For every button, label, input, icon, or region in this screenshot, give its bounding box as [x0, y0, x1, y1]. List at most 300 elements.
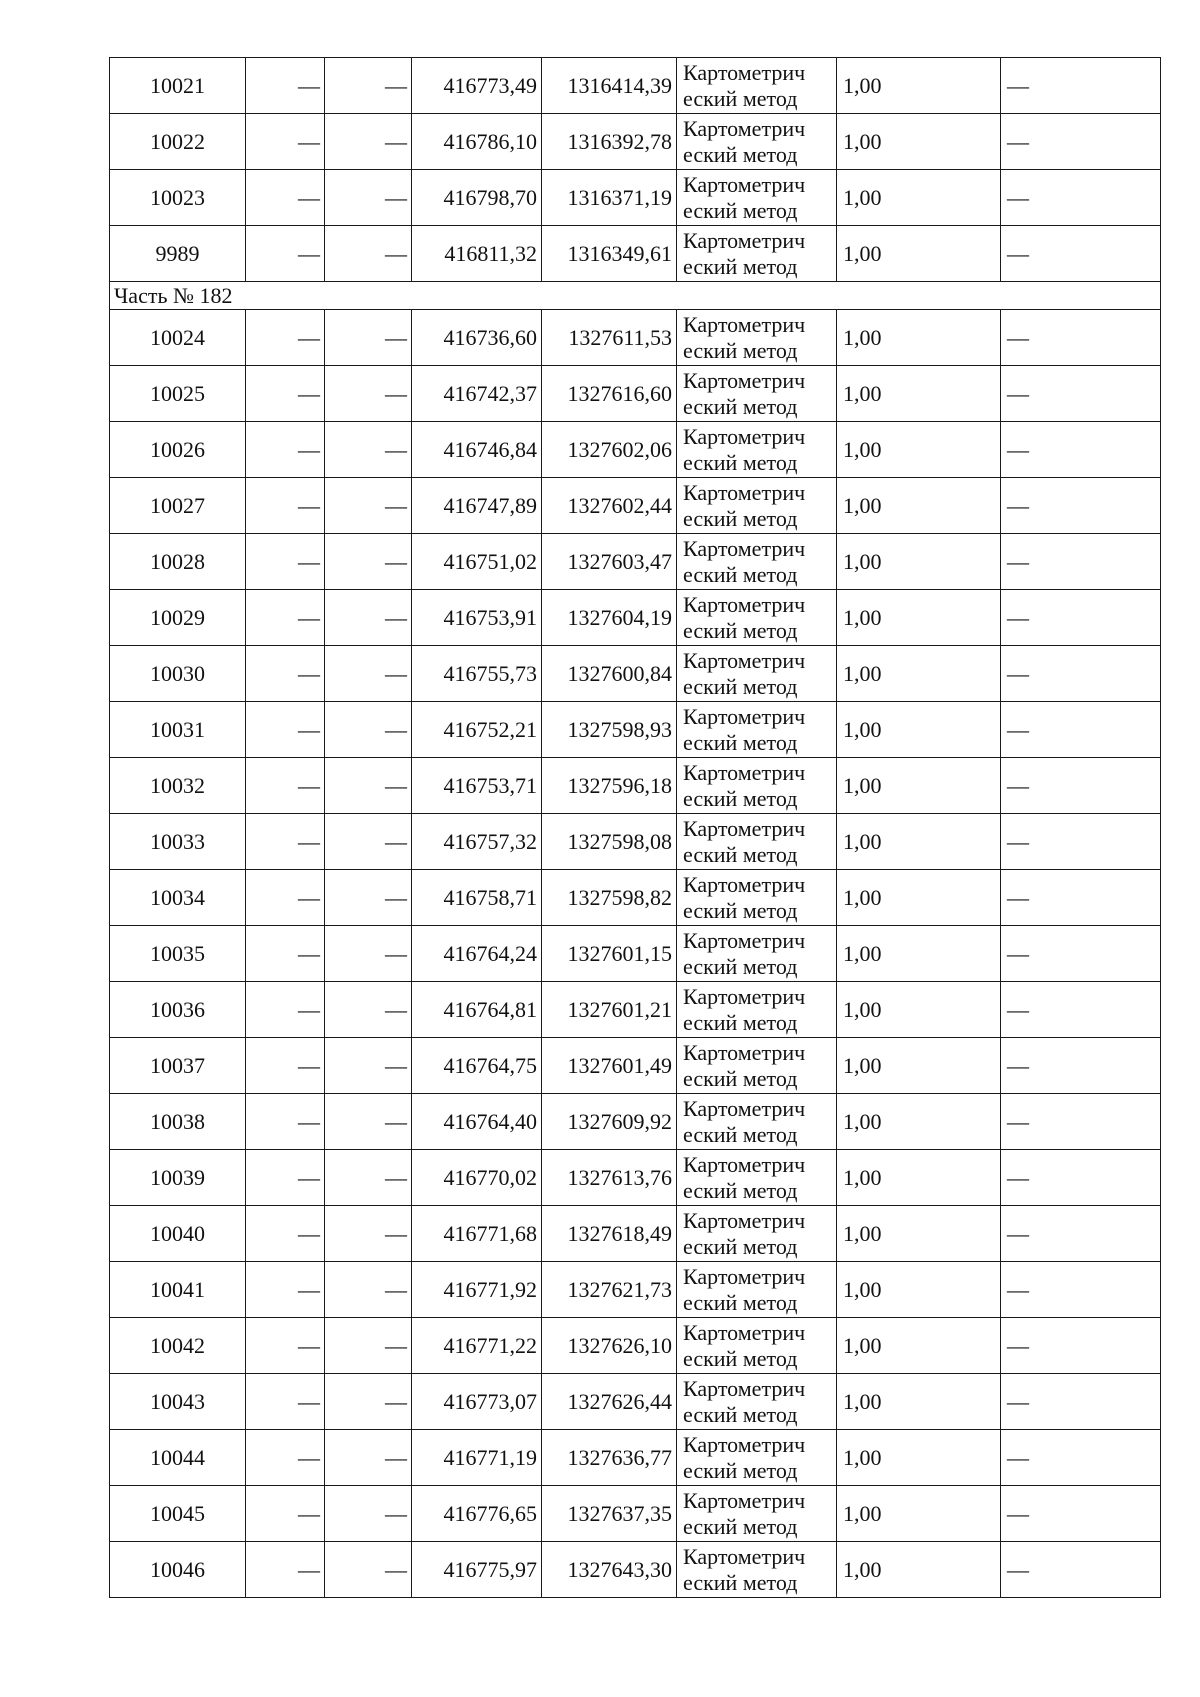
accuracy-cell: 1,00: [837, 114, 1001, 170]
method-line-2: еский метод: [683, 561, 798, 587]
accuracy-cell: 1,00: [837, 1318, 1001, 1374]
table-row: [110, 422, 1161, 478]
accuracy-cell: 1,00: [837, 1150, 1001, 1206]
x-coordinate-cell: 416773,49: [412, 58, 542, 114]
x-coordinate-cell: 416771,68: [412, 1206, 542, 1262]
col8-cell: —: [1001, 702, 1161, 758]
y-coordinate-cell: 1327601,21: [542, 982, 677, 1038]
x-coordinate-cell: 416764,24: [412, 926, 542, 982]
y-coordinate-cell: 1327600,84: [542, 646, 677, 702]
accuracy-cell: 1,00: [837, 170, 1001, 226]
col3-cell: —: [325, 58, 412, 114]
y-coordinate-cell: 1327616,60: [542, 366, 677, 422]
col3-cell: —: [325, 982, 412, 1038]
method-line-2: еский метод: [683, 337, 798, 363]
method-line-2: еский метод: [683, 1569, 798, 1595]
x-coordinate-cell: 416764,40: [412, 1094, 542, 1150]
x-coordinate-cell: 416771,92: [412, 1262, 542, 1318]
col3-cell: —: [325, 170, 412, 226]
col2-cell: —: [246, 1486, 325, 1542]
coordinates-table: [109, 57, 1161, 1598]
col2-cell: —: [246, 982, 325, 1038]
point-number-cell: 10023: [110, 170, 246, 226]
point-number-cell: 10034: [110, 870, 246, 926]
col8-cell: —: [1001, 478, 1161, 534]
col2-cell: —: [246, 1430, 325, 1486]
point-number-cell: 10025: [110, 366, 246, 422]
col3-cell: —: [325, 422, 412, 478]
accuracy-cell: 1,00: [837, 1262, 1001, 1318]
col2-cell: —: [246, 366, 325, 422]
method-line-1: Картометрич: [683, 871, 806, 897]
method-cell: [677, 1542, 837, 1598]
y-coordinate-cell: 1327598,93: [542, 702, 677, 758]
col3-cell: —: [325, 646, 412, 702]
col8-cell: —: [1001, 58, 1161, 114]
method-line-1: Картометрич: [683, 1543, 806, 1569]
table-row: [110, 170, 1161, 226]
accuracy-cell: 1,00: [837, 870, 1001, 926]
col2-cell: —: [246, 226, 325, 282]
table-row: [110, 534, 1161, 590]
method-cell: [677, 1094, 837, 1150]
x-coordinate-cell: 416742,37: [412, 366, 542, 422]
method-line-2: еский метод: [683, 1401, 798, 1427]
col2-cell: —: [246, 814, 325, 870]
point-number-cell: 10029: [110, 590, 246, 646]
x-coordinate-cell: 416736,60: [412, 310, 542, 366]
y-coordinate-cell: 1327602,44: [542, 478, 677, 534]
col8-cell: —: [1001, 1038, 1161, 1094]
table-row: [110, 1318, 1161, 1374]
col8-cell: —: [1001, 926, 1161, 982]
x-coordinate-cell: 416746,84: [412, 422, 542, 478]
col2-cell: —: [246, 1374, 325, 1430]
method-cell: [677, 478, 837, 534]
col2-cell: —: [246, 310, 325, 366]
y-coordinate-cell: 1316392,78: [542, 114, 677, 170]
point-number-cell: 10031: [110, 702, 246, 758]
method-line-1: Картометрич: [683, 759, 806, 785]
point-number-cell: 10036: [110, 982, 246, 1038]
col2-cell: —: [246, 758, 325, 814]
col3-cell: —: [325, 1374, 412, 1430]
method-line-1: Картометрич: [683, 479, 806, 505]
y-coordinate-cell: 1316371,19: [542, 170, 677, 226]
col8-cell: —: [1001, 1150, 1161, 1206]
table-row: [110, 1486, 1161, 1542]
accuracy-cell: 1,00: [837, 422, 1001, 478]
col8-cell: —: [1001, 1542, 1161, 1598]
y-coordinate-cell: 1327598,08: [542, 814, 677, 870]
y-coordinate-cell: 1327603,47: [542, 534, 677, 590]
point-number-cell: 9989: [110, 226, 246, 282]
table-row: [110, 926, 1161, 982]
table-row: [110, 1150, 1161, 1206]
col2-cell: —: [246, 1262, 325, 1318]
x-coordinate-cell: 416758,71: [412, 870, 542, 926]
section-label: Часть № 182: [110, 282, 1161, 310]
col2-cell: —: [246, 534, 325, 590]
method-cell: [677, 1150, 837, 1206]
method-cell: [677, 170, 837, 226]
point-number-cell: 10035: [110, 926, 246, 982]
point-number-cell: 10046: [110, 1542, 246, 1598]
method-line-2: еский метод: [683, 1009, 798, 1035]
x-coordinate-cell: 416786,10: [412, 114, 542, 170]
method-line-2: еский метод: [683, 1177, 798, 1203]
point-number-cell: 10041: [110, 1262, 246, 1318]
col3-cell: —: [325, 1430, 412, 1486]
x-coordinate-cell: 416753,71: [412, 758, 542, 814]
y-coordinate-cell: 1316414,39: [542, 58, 677, 114]
table-row: [110, 1430, 1161, 1486]
col2-cell: —: [246, 590, 325, 646]
method-cell: [677, 1374, 837, 1430]
y-coordinate-cell: 1327596,18: [542, 758, 677, 814]
accuracy-cell: 1,00: [837, 534, 1001, 590]
x-coordinate-cell: 416755,73: [412, 646, 542, 702]
x-coordinate-cell: 416798,70: [412, 170, 542, 226]
method-line-2: еский метод: [683, 785, 798, 811]
point-number-cell: 10021: [110, 58, 246, 114]
y-coordinate-cell: 1327601,15: [542, 926, 677, 982]
y-coordinate-cell: 1327602,06: [542, 422, 677, 478]
method-line-2: еский метод: [683, 449, 798, 475]
point-number-cell: 10038: [110, 1094, 246, 1150]
method-cell: [677, 1430, 837, 1486]
method-line-2: еский метод: [683, 1457, 798, 1483]
col3-cell: —: [325, 1038, 412, 1094]
method-line-1: Картометрич: [683, 1151, 806, 1177]
accuracy-cell: 1,00: [837, 646, 1001, 702]
method-line-2: еский метод: [683, 505, 798, 531]
method-line-2: еский метод: [683, 1233, 798, 1259]
col8-cell: —: [1001, 982, 1161, 1038]
point-number-cell: 10024: [110, 310, 246, 366]
table-row: [110, 814, 1161, 870]
method-cell: [677, 1486, 837, 1542]
col2-cell: —: [246, 702, 325, 758]
col8-cell: —: [1001, 534, 1161, 590]
col3-cell: —: [325, 226, 412, 282]
method-cell: [677, 310, 837, 366]
method-line-1: Картометрич: [683, 1319, 806, 1345]
accuracy-cell: 1,00: [837, 58, 1001, 114]
method-line-2: еский метод: [683, 1289, 798, 1315]
col8-cell: —: [1001, 1430, 1161, 1486]
x-coordinate-cell: 416752,21: [412, 702, 542, 758]
method-cell: [677, 590, 837, 646]
method-line-1: Картометрич: [683, 59, 806, 85]
col3-cell: —: [325, 1094, 412, 1150]
x-coordinate-cell: 416811,32: [412, 226, 542, 282]
x-coordinate-cell: 416775,97: [412, 1542, 542, 1598]
method-line-1: Картометрич: [683, 227, 806, 253]
method-line-2: еский метод: [683, 897, 798, 923]
col3-cell: —: [325, 702, 412, 758]
col8-cell: —: [1001, 114, 1161, 170]
accuracy-cell: 1,00: [837, 590, 1001, 646]
col8-cell: —: [1001, 1262, 1161, 1318]
method-line-1: Картометрич: [683, 647, 806, 673]
col8-cell: —: [1001, 758, 1161, 814]
col8-cell: —: [1001, 226, 1161, 282]
point-number-cell: 10039: [110, 1150, 246, 1206]
method-line-1: Картометрич: [683, 1487, 806, 1513]
col8-cell: —: [1001, 310, 1161, 366]
col2-cell: —: [246, 926, 325, 982]
x-coordinate-cell: 416764,81: [412, 982, 542, 1038]
col8-cell: —: [1001, 870, 1161, 926]
method-line-1: Картометрич: [683, 983, 806, 1009]
col2-cell: —: [246, 1150, 325, 1206]
x-coordinate-cell: 416773,07: [412, 1374, 542, 1430]
y-coordinate-cell: 1327626,10: [542, 1318, 677, 1374]
col3-cell: —: [325, 1542, 412, 1598]
y-coordinate-cell: 1327609,92: [542, 1094, 677, 1150]
col2-cell: —: [246, 478, 325, 534]
method-cell: [677, 366, 837, 422]
table-row: [110, 366, 1161, 422]
col2-cell: —: [246, 1318, 325, 1374]
accuracy-cell: 1,00: [837, 1542, 1001, 1598]
accuracy-cell: 1,00: [837, 1206, 1001, 1262]
method-line-1: Картометрич: [683, 703, 806, 729]
col2-cell: —: [246, 870, 325, 926]
accuracy-cell: 1,00: [837, 1094, 1001, 1150]
accuracy-cell: 1,00: [837, 758, 1001, 814]
method-line-2: еский метод: [683, 141, 798, 167]
table-row: [110, 702, 1161, 758]
x-coordinate-cell: 416770,02: [412, 1150, 542, 1206]
accuracy-cell: 1,00: [837, 1038, 1001, 1094]
col2-cell: —: [246, 1094, 325, 1150]
col8-cell: —: [1001, 814, 1161, 870]
point-number-cell: 10045: [110, 1486, 246, 1542]
y-coordinate-cell: 1327643,30: [542, 1542, 677, 1598]
method-line-1: Картометрич: [683, 1095, 806, 1121]
point-number-cell: 10040: [110, 1206, 246, 1262]
method-cell: [677, 814, 837, 870]
col3-cell: —: [325, 534, 412, 590]
method-line-1: Картометрич: [683, 1375, 806, 1401]
point-number-cell: 10042: [110, 1318, 246, 1374]
point-number-cell: 10026: [110, 422, 246, 478]
x-coordinate-cell: 416757,32: [412, 814, 542, 870]
y-coordinate-cell: 1327626,44: [542, 1374, 677, 1430]
method-cell: [677, 422, 837, 478]
method-line-2: еский метод: [683, 673, 798, 699]
method-line-1: Картометрич: [683, 367, 806, 393]
col3-cell: —: [325, 1486, 412, 1542]
col3-cell: —: [325, 366, 412, 422]
x-coordinate-cell: 416776,65: [412, 1486, 542, 1542]
method-cell: [677, 1038, 837, 1094]
col8-cell: —: [1001, 422, 1161, 478]
method-cell: [677, 534, 837, 590]
accuracy-cell: 1,00: [837, 982, 1001, 1038]
accuracy-cell: 1,00: [837, 814, 1001, 870]
col3-cell: —: [325, 814, 412, 870]
method-cell: [677, 226, 837, 282]
point-number-cell: 10028: [110, 534, 246, 590]
table-row: [110, 478, 1161, 534]
col3-cell: —: [325, 590, 412, 646]
table-row: [110, 226, 1161, 282]
col8-cell: —: [1001, 170, 1161, 226]
method-line-1: Картометрич: [683, 1431, 806, 1457]
method-line-2: еский метод: [683, 617, 798, 643]
col8-cell: —: [1001, 1094, 1161, 1150]
table-row: [110, 1038, 1161, 1094]
method-line-2: еский метод: [683, 253, 798, 279]
accuracy-cell: 1,00: [837, 702, 1001, 758]
col3-cell: —: [325, 1318, 412, 1374]
table-row: [110, 1206, 1161, 1262]
table-row: [110, 758, 1161, 814]
col3-cell: —: [325, 310, 412, 366]
table-row: [110, 310, 1161, 366]
table-row: [110, 646, 1161, 702]
point-number-cell: 10030: [110, 646, 246, 702]
x-coordinate-cell: 416751,02: [412, 534, 542, 590]
accuracy-cell: 1,00: [837, 1430, 1001, 1486]
point-number-cell: 10044: [110, 1430, 246, 1486]
table-row: [110, 1374, 1161, 1430]
col3-cell: —: [325, 1206, 412, 1262]
y-coordinate-cell: 1327598,82: [542, 870, 677, 926]
method-line-2: еский метод: [683, 1513, 798, 1539]
method-line-1: Картометрич: [683, 815, 806, 841]
method-line-1: Картометрич: [683, 171, 806, 197]
method-line-2: еский метод: [683, 393, 798, 419]
col2-cell: —: [246, 58, 325, 114]
y-coordinate-cell: 1327621,73: [542, 1262, 677, 1318]
y-coordinate-cell: 1327637,35: [542, 1486, 677, 1542]
method-cell: [677, 758, 837, 814]
accuracy-cell: 1,00: [837, 926, 1001, 982]
method-line-1: Картометрич: [683, 1263, 806, 1289]
method-cell: [677, 646, 837, 702]
method-line-1: Картометрич: [683, 311, 806, 337]
x-coordinate-cell: 416747,89: [412, 478, 542, 534]
method-cell: [677, 58, 837, 114]
method-line-1: Картометрич: [683, 1207, 806, 1233]
table-row: [110, 870, 1161, 926]
section-header-row: [110, 282, 1161, 310]
point-number-cell: 10027: [110, 478, 246, 534]
col8-cell: —: [1001, 1318, 1161, 1374]
col2-cell: —: [246, 1206, 325, 1262]
table-row: [110, 114, 1161, 170]
method-line-1: Картометрич: [683, 927, 806, 953]
table-row: [110, 58, 1161, 114]
table-body: [110, 58, 1161, 1598]
method-line-2: еский метод: [683, 953, 798, 979]
point-number-cell: 10032: [110, 758, 246, 814]
point-number-cell: 10033: [110, 814, 246, 870]
col8-cell: —: [1001, 646, 1161, 702]
col2-cell: —: [246, 114, 325, 170]
method-cell: [677, 702, 837, 758]
accuracy-cell: 1,00: [837, 478, 1001, 534]
col2-cell: —: [246, 422, 325, 478]
accuracy-cell: 1,00: [837, 1374, 1001, 1430]
table-row: [110, 1262, 1161, 1318]
method-cell: [677, 926, 837, 982]
method-line-1: Картометрич: [683, 1039, 806, 1065]
col3-cell: —: [325, 1150, 412, 1206]
col3-cell: —: [325, 926, 412, 982]
x-coordinate-cell: 416771,22: [412, 1318, 542, 1374]
method-line-1: Картометрич: [683, 535, 806, 561]
col2-cell: —: [246, 170, 325, 226]
method-line-1: Картометрич: [683, 591, 806, 617]
x-coordinate-cell: 416753,91: [412, 590, 542, 646]
point-number-cell: 10022: [110, 114, 246, 170]
col8-cell: —: [1001, 366, 1161, 422]
col8-cell: —: [1001, 1206, 1161, 1262]
col3-cell: —: [325, 478, 412, 534]
accuracy-cell: 1,00: [837, 310, 1001, 366]
col2-cell: —: [246, 1038, 325, 1094]
method-line-2: еский метод: [683, 85, 798, 111]
y-coordinate-cell: 1327618,49: [542, 1206, 677, 1262]
point-number-cell: 10043: [110, 1374, 246, 1430]
table-row: [110, 982, 1161, 1038]
method-line-2: еский метод: [683, 1121, 798, 1147]
table-row: [110, 1542, 1161, 1598]
col3-cell: —: [325, 114, 412, 170]
method-cell: [677, 870, 837, 926]
method-cell: [677, 1318, 837, 1374]
col8-cell: —: [1001, 590, 1161, 646]
y-coordinate-cell: 1327613,76: [542, 1150, 677, 1206]
col2-cell: —: [246, 1542, 325, 1598]
x-coordinate-cell: 416771,19: [412, 1430, 542, 1486]
method-line-2: еский метод: [683, 197, 798, 223]
method-cell: [677, 982, 837, 1038]
col3-cell: —: [325, 870, 412, 926]
method-line-1: Картометрич: [683, 423, 806, 449]
accuracy-cell: 1,00: [837, 226, 1001, 282]
y-coordinate-cell: 1327636,77: [542, 1430, 677, 1486]
x-coordinate-cell: 416764,75: [412, 1038, 542, 1094]
col2-cell: —: [246, 646, 325, 702]
col3-cell: —: [325, 1262, 412, 1318]
accuracy-cell: 1,00: [837, 1486, 1001, 1542]
method-line-2: еский метод: [683, 1345, 798, 1371]
y-coordinate-cell: 1327611,53: [542, 310, 677, 366]
method-line-2: еский метод: [683, 841, 798, 867]
col8-cell: —: [1001, 1486, 1161, 1542]
method-line-1: Картометрич: [683, 115, 806, 141]
method-cell: [677, 1262, 837, 1318]
y-coordinate-cell: 1316349,61: [542, 226, 677, 282]
accuracy-cell: 1,00: [837, 366, 1001, 422]
method-cell: [677, 1206, 837, 1262]
col8-cell: —: [1001, 1374, 1161, 1430]
table-row: [110, 1094, 1161, 1150]
point-number-cell: 10037: [110, 1038, 246, 1094]
method-line-2: еский метод: [683, 1065, 798, 1091]
method-cell: [677, 114, 837, 170]
col3-cell: —: [325, 758, 412, 814]
table-row: [110, 590, 1161, 646]
method-line-2: еский метод: [683, 729, 798, 755]
y-coordinate-cell: 1327601,49: [542, 1038, 677, 1094]
